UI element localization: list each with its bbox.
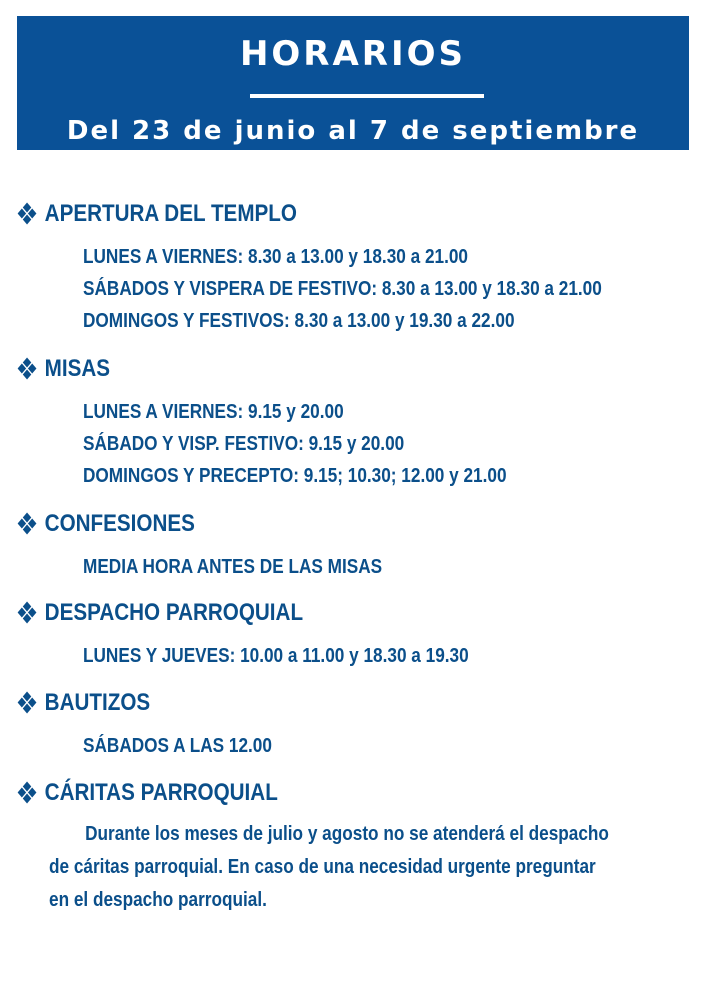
schedule-line: SÁBADOS A LAS 12.00 (83, 735, 272, 757)
schedule-line: SÁBADOS Y VISPERA DE FESTIVO: 8.30 a 13.00 y 18.30 a 21.00 (83, 278, 602, 300)
section-heading (18, 507, 594, 541)
diamond-cluster-icon (18, 602, 37, 624)
diamond-cluster-icon (18, 692, 37, 714)
schedule-line: LUNES A VIERNES: 9.15 y 20.00 (83, 401, 344, 423)
schedule-line: MEDIA HORA ANTES DE LAS MISAS (83, 556, 383, 578)
section-bautizos (18, 686, 688, 762)
page-title: HORARIOS (239, 34, 467, 74)
section-caritas-parroquial (18, 776, 688, 810)
diamond-cluster-icon (18, 203, 37, 225)
schedule-line: LUNES Y JUEVES: 10.00 a 11.00 y 18.30 a 19.30 (83, 645, 469, 667)
section-title-text: APERTURA DEL TEMPLO (44, 200, 297, 227)
diamond-cluster-icon (18, 358, 37, 380)
paragraph-line: en el despacho parroquial. (49, 889, 267, 911)
section-heading (18, 352, 594, 386)
schedule-line: DOMINGOS Y FESTIVOS: 8.30 a 13.00 y 19.30 a 22.00 (83, 310, 515, 332)
section-apertura-templo (18, 197, 688, 337)
section-heading (18, 596, 594, 630)
section-title-text: BAUTIZOS (44, 689, 151, 716)
section-confesiones (18, 507, 688, 583)
schedule-line: LUNES A VIERNES: 8.30 a 13.00 y 18.30 a 21.00 (83, 246, 468, 268)
caritas-paragraph (49, 818, 685, 917)
section-despacho-parroquial (18, 596, 688, 672)
section-heading (18, 197, 594, 231)
section-title-text: CONFESIONES (44, 510, 195, 537)
schedule-line: SÁBADO Y VISP. FESTIVO: 9.15 y 20.00 (83, 433, 405, 455)
section-title-text: CÁRITAS PARROQUIAL (44, 779, 278, 806)
schedule-line: DOMINGOS Y PRECEPTO: 9.15; 10.30; 12.00 y 21.00 (83, 465, 507, 487)
date-range-subtitle: Del 23 de junio al 7 de septiembre (66, 116, 640, 146)
diamond-cluster-icon (18, 782, 37, 804)
header-banner (17, 16, 689, 150)
title-divider (250, 94, 484, 98)
paragraph-line: de cáritas parroquial. En caso de una necesidad urgente preguntar (49, 856, 596, 878)
section-title-text: DESPACHO PARROQUIAL (44, 599, 304, 626)
section-heading (18, 686, 594, 720)
paragraph-line: Durante los meses de julio y agosto no se atenderá el despacho (85, 823, 609, 845)
section-title-text: MISAS (44, 355, 111, 382)
diamond-cluster-icon (18, 513, 37, 535)
section-heading (18, 776, 594, 810)
section-misas (18, 352, 688, 492)
